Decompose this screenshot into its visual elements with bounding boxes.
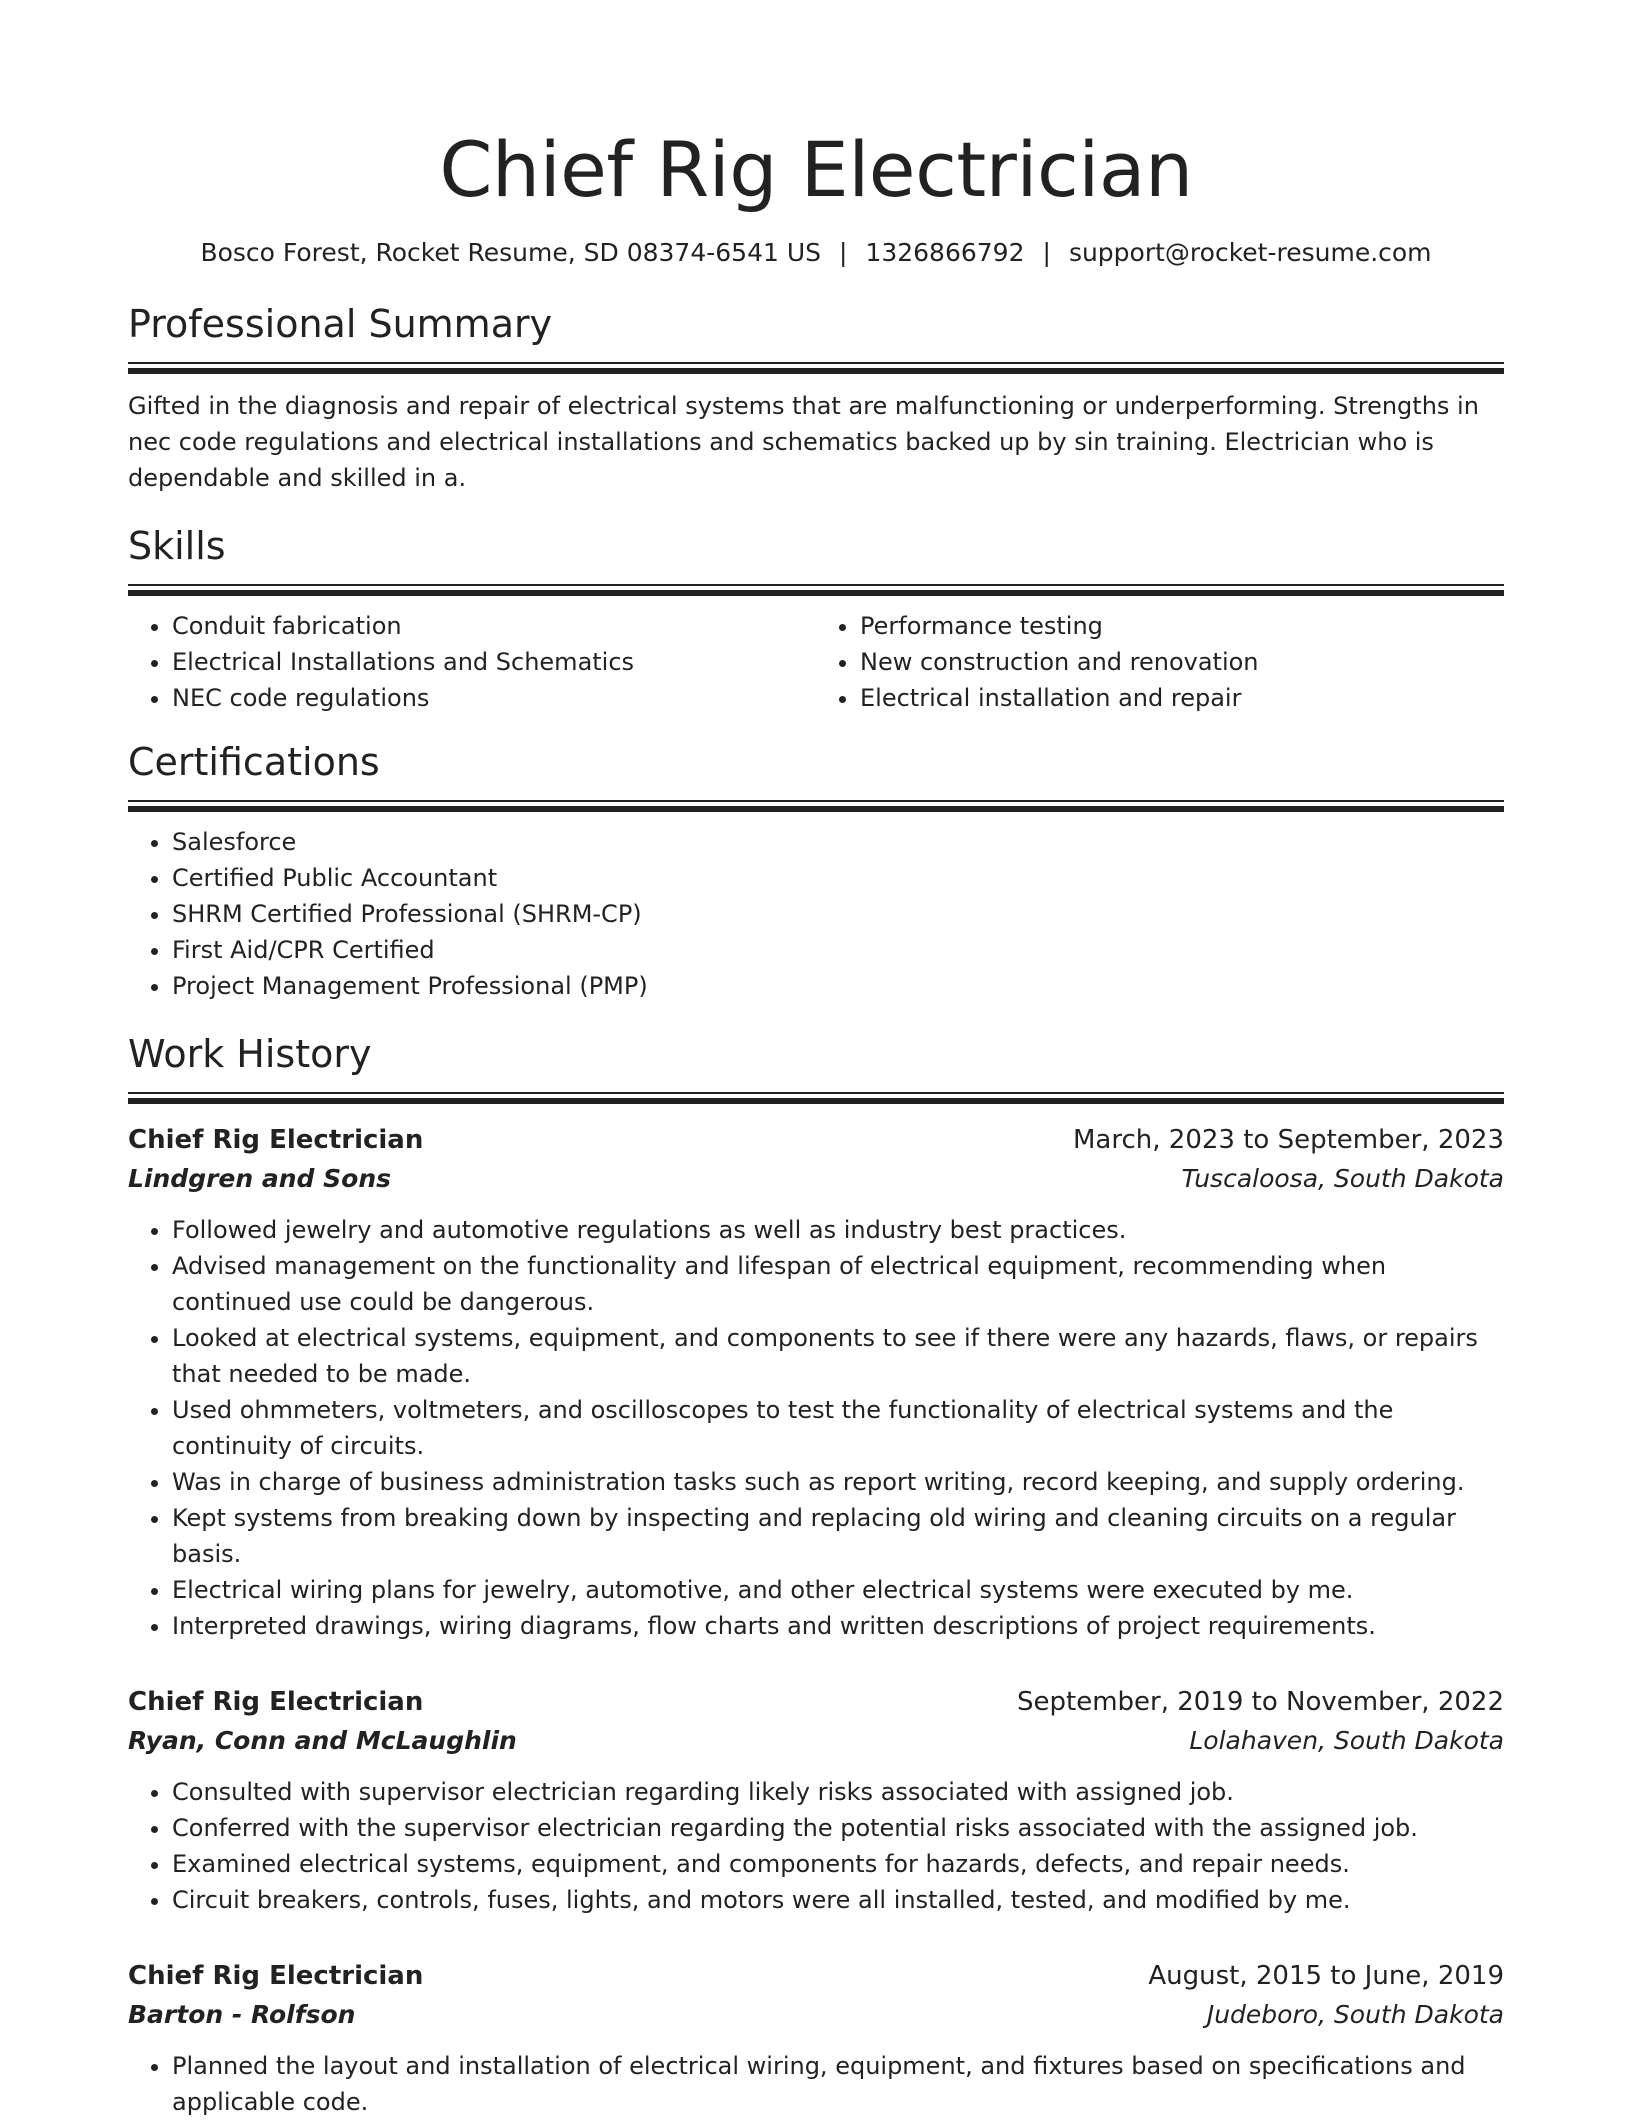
skill-item: • Conduit fabrication — [172, 608, 816, 644]
section-divider — [128, 1092, 1504, 1104]
summary-section — [128, 300, 1504, 496]
skill-item: • Electrical installation and repair — [860, 680, 1504, 716]
job-bullet: • Looked at electrical systems, equipment, and components to see if there were any hazards, flaws, or repairs that needed to be made. — [172, 1320, 1504, 1392]
job-bullet: • Examined electrical systems, equipment, and components for hazards, defects, and repair needs. — [172, 1846, 1504, 1882]
contact-email: support@rocket-resume.com — [1068, 238, 1432, 267]
section-divider — [128, 362, 1504, 374]
job-entry — [128, 1120, 1504, 1644]
skills-columns — [128, 608, 1504, 716]
job-bullet: • Advised management on the functionality and lifespan of electrical equipment, recommending when continued use could be dangerous. — [172, 1248, 1504, 1320]
job-location: Lolahaven, South Dakota — [1189, 1726, 1504, 1755]
job-bullets — [128, 1774, 1504, 1918]
skill-item: • Performance testing — [860, 608, 1504, 644]
certification-item: • First Aid/CPR Certified — [172, 932, 1504, 968]
job-bullet: • Consulted with supervisor electrician regarding likely risks associated with assigned job. — [172, 1774, 1504, 1810]
section-title-certifications: Certifications — [128, 740, 380, 784]
job-bullet: • Interpreted drawings, wiring diagrams, flow charts and written descriptions of project requirements. — [172, 1608, 1504, 1644]
section-title-work-history: Work History — [128, 1032, 372, 1076]
certifications-section — [128, 738, 1504, 1004]
job-title: Chief Rig Electrician — [128, 1961, 424, 1991]
job-company: Lindgren and Sons — [128, 1164, 392, 1193]
job-company: Barton - Rolfson — [128, 2000, 356, 2029]
job-dates: August, 2015 to June, 2019 — [1148, 1961, 1504, 1991]
job-header-row — [128, 1120, 1504, 1160]
certifications-list — [128, 824, 1504, 1004]
job-bullet: • Followed jewelry and automotive regulations as well as industry best practices. — [172, 1212, 1504, 1248]
job-company-row — [128, 1722, 1504, 1760]
contact-address: Bosco Forest, Rocket Resume, SD 08374-6541 US — [200, 238, 821, 267]
contact-separator: | — [839, 238, 848, 267]
contact-line — [128, 236, 1504, 270]
job-bullet: • Used ohmmeters, voltmeters, and oscilloscopes to test the functionality of electrical systems and the continuity of circuits. — [172, 1392, 1504, 1464]
job-title: Chief Rig Electrician — [128, 1687, 424, 1717]
job-title: Chief Rig Electrician — [128, 1125, 424, 1155]
job-bullet: • Planned the layout and installation of electrical wiring, equipment, and fixtures based on specifications and applicable code. — [172, 2048, 1504, 2120]
work-history-section — [128, 1030, 1504, 2120]
summary-text: Gifted in the diagnosis and repair of electrical systems that are malfunctioning or underperforming. Strengths in nec code regulations and electrical installations and schematics backed up by sin training. Electrician who is dependable and skilled in a. — [128, 392, 1479, 492]
job-entry — [128, 1682, 1504, 1918]
section-divider — [128, 800, 1504, 812]
skill-item: • Electrical Installations and Schematics — [172, 644, 816, 680]
job-company-row — [128, 1996, 1504, 2034]
section-title-summary: Professional Summary — [128, 302, 553, 346]
job-company: Ryan, Conn and McLaughlin — [128, 1726, 517, 1755]
job-entry — [128, 1956, 1504, 2120]
job-dates: March, 2023 to September, 2023 — [1073, 1125, 1504, 1155]
job-bullets — [128, 1212, 1504, 1644]
contact-phone: 1326866792 — [865, 238, 1025, 267]
contact-separator: | — [1042, 238, 1051, 267]
skill-item: • NEC code regulations — [172, 680, 816, 716]
job-header-row — [128, 1682, 1504, 1722]
certification-item: • SHRM Certified Professional (SHRM-CP) — [172, 896, 1504, 932]
skills-list-right — [816, 608, 1504, 716]
certification-item: • Project Management Professional (PMP) — [172, 968, 1504, 1004]
resume-name: Chief Rig Electrician — [439, 125, 1193, 214]
job-location: Judeboro, South Dakota — [1206, 2000, 1504, 2029]
job-dates: September, 2019 to November, 2022 — [1017, 1687, 1504, 1717]
job-bullets — [128, 2048, 1504, 2120]
job-bullet: • Circuit breakers, controls, fuses, lights, and motors were all installed, tested, and modified by me. — [172, 1882, 1504, 1918]
job-bullet: • Kept systems from breaking down by inspecting and replacing old wiring and cleaning circuits on a regular basis. — [172, 1500, 1504, 1572]
job-bullet: • Conferred with the supervisor electrician regarding the potential risks associated with the assigned job. — [172, 1810, 1504, 1846]
section-divider — [128, 584, 1504, 596]
job-location: Tuscaloosa, South Dakota — [1181, 1164, 1504, 1193]
job-bullet: • Electrical wiring plans for jewelry, automotive, and other electrical systems were executed by me. — [172, 1572, 1504, 1608]
skills-section — [128, 522, 1504, 716]
section-title-skills: Skills — [128, 524, 226, 568]
certification-item: • Certified Public Accountant — [172, 860, 1504, 896]
job-header-row — [128, 1956, 1504, 1996]
job-bullet: • Was in charge of business administration tasks such as report writing, record keeping, and supply ordering. — [172, 1464, 1504, 1500]
job-company-row — [128, 1160, 1504, 1198]
certification-item: • Salesforce — [172, 824, 1504, 860]
skill-item: • New construction and renovation — [860, 644, 1504, 680]
skills-list-left — [128, 608, 816, 716]
